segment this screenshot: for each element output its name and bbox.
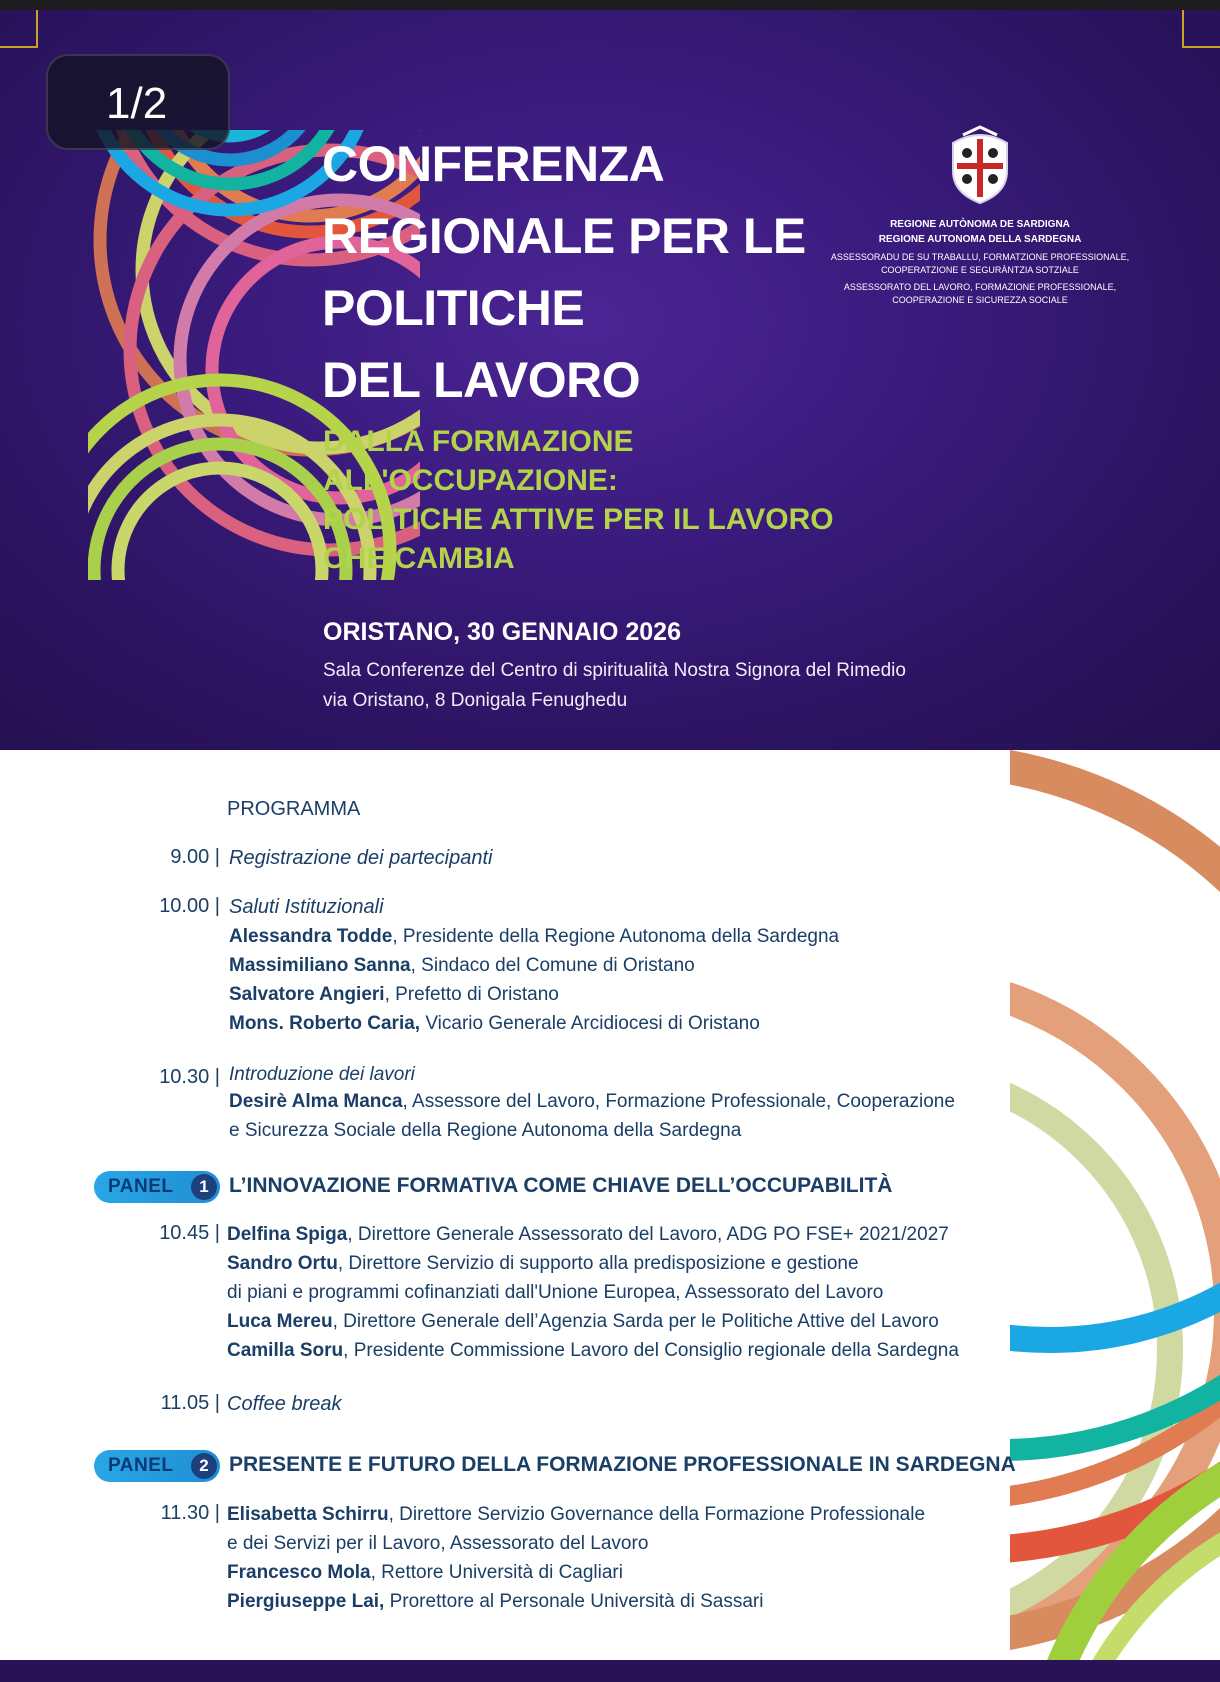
speaker-name: Elisabetta Schirru xyxy=(227,1504,389,1525)
speaker-line xyxy=(227,1500,987,1529)
title-line: POLITICHE xyxy=(322,280,585,336)
panel-2-header xyxy=(94,1450,1016,1484)
title-line: REGIONALE PER LE xyxy=(322,208,806,264)
title-line: DEL LAVORO xyxy=(322,352,641,408)
subtitle-line: DALLA FORMAZIONE xyxy=(323,425,634,458)
panel-pill-label: PANEL xyxy=(108,1176,174,1197)
region-name-italian: REGIONE AUTONOMA DELLA SARDEGNA xyxy=(878,234,1082,245)
speaker-name: Mons. Roberto Caria, xyxy=(229,1013,421,1034)
top-bar xyxy=(0,0,1220,10)
subtitle-line: CHE CAMBIA xyxy=(323,542,515,575)
speaker-role: e dei Servizi per il Lavoro, Assessorato del Lavoro xyxy=(227,1533,649,1554)
speaker-role: , Sindaco del Comune di Oristano xyxy=(410,955,695,976)
speaker-line xyxy=(229,922,989,951)
speaker-name: Alessandra Todde xyxy=(229,926,393,947)
speaker-line xyxy=(227,1278,987,1307)
speaker-name: Francesco Mola xyxy=(227,1562,371,1583)
speaker-line xyxy=(229,1116,989,1145)
speaker-role: , Assessore del Lavoro, Formazione Professionale, Cooperazione xyxy=(402,1091,955,1112)
event-venue xyxy=(323,656,906,716)
speaker-role: , Presidente della Regione Autonoma della Sardegna xyxy=(392,926,840,947)
region-dept-sardinian: COOPERATZIONE E SEGURÀNTZIA SOTZIALE xyxy=(881,265,1079,275)
title-line: CONFERENZA xyxy=(322,136,665,192)
page-indicator: 1/2 xyxy=(46,54,230,150)
entry-label: Registrazione dei partecipanti xyxy=(229,847,493,869)
entry-time: 10.45 | xyxy=(159,1222,220,1244)
region-dept-italian: COOPERAZIONE E SICUREZZA SOCIALE xyxy=(892,295,1068,305)
subtitle-line: POLITICHE ATTIVE PER IL LAVORO xyxy=(323,503,834,536)
entry-label: Introduzione dei lavori xyxy=(229,1064,415,1085)
speaker-role: , Direttore Generale dell’Agenzia Sarda per le Politiche Attive del Lavoro xyxy=(332,1311,939,1332)
panel-title: PRESENTE E FUTURO DELLA FORMAZIONE PROFESSIONALE IN SARDEGNA xyxy=(229,1453,1016,1476)
entry-time: 11.30 | xyxy=(160,1502,220,1524)
region-dept-italian: ASSESSORATO DEL LAVORO, FORMAZIONE PROFESSIONALE, xyxy=(843,282,1117,292)
speaker-line xyxy=(229,1087,989,1116)
speaker-line xyxy=(227,1307,987,1336)
speaker-line xyxy=(227,1558,987,1587)
panel-title: L’INNOVAZIONE FORMATIVA COME CHIAVE DELL’OCCUPABILITÀ xyxy=(229,1174,893,1197)
decorative-arcs xyxy=(1010,750,1220,1660)
speaker-name: Desirè Alma Manca xyxy=(229,1091,403,1112)
corner-mark-right xyxy=(1182,10,1220,48)
speaker-role: e Sicurezza Sociale della Regione Autonoma della Sardegna xyxy=(229,1120,742,1141)
speaker-name: Sandro Ortu xyxy=(227,1253,338,1274)
region-dept-sardinian: ASSESSORADU DE SU TRABALLU, FORMATZIONE PROFESSIONALE, xyxy=(830,252,1130,262)
speaker-name: Camilla Soru xyxy=(227,1340,344,1361)
entry-time: 10.30 | xyxy=(159,1066,220,1088)
speaker-role: , Presidente Commissione Lavoro del Consiglio regionale della Sardegna xyxy=(343,1340,959,1361)
panel-number: 2 xyxy=(191,1453,217,1479)
panel-pill xyxy=(94,1450,220,1482)
panel-pill xyxy=(94,1171,220,1203)
entry-label: Coffee break xyxy=(227,1393,342,1415)
speaker-role: , Prefetto di Oristano xyxy=(384,984,559,1005)
speaker-role: di piani e programmi cofinanziati dall'Unione Europea, Assessorato del Lavoro xyxy=(227,1282,884,1303)
program-section xyxy=(0,750,1220,1660)
hero-banner xyxy=(0,10,1220,750)
conference-subtitle xyxy=(323,422,883,578)
speaker-role: , Direttore Generale Assessorato del Lavoro, ADG PO FSE+ 2021/2027 xyxy=(347,1224,949,1245)
bottom-bar xyxy=(0,1660,1220,1682)
entry-time: 9.00 | xyxy=(170,846,220,868)
panel-number: 1 xyxy=(191,1174,217,1200)
speaker-line xyxy=(229,980,989,1009)
subtitle-line: ALL'OCCUPAZIONE: xyxy=(323,464,618,497)
speaker-role: , Direttore Servizio Governance della Formazione Professionale xyxy=(388,1504,926,1525)
speaker-role: Prorettore al Personale Università di Sassari xyxy=(384,1591,764,1612)
speaker-name: Luca Mereu xyxy=(227,1311,333,1332)
speaker-role: , Direttore Servizio di supporto alla predisposizione e gestione xyxy=(337,1253,859,1274)
speaker-role: Vicario Generale Arcidiocesi di Oristano xyxy=(420,1013,760,1034)
speaker-line xyxy=(227,1249,987,1278)
speaker-name: Massimiliano Sanna xyxy=(229,955,411,976)
panel-pill-label: PANEL xyxy=(108,1455,174,1476)
speaker-line xyxy=(227,1529,987,1558)
venue-line: via Oristano, 8 Donigala Fenughedu xyxy=(323,690,628,711)
speaker-name: Salvatore Angieri xyxy=(229,984,385,1005)
entry-time: 10.00 | xyxy=(159,895,220,917)
entry-time: 11.05 | xyxy=(160,1392,220,1414)
speaker-line xyxy=(227,1587,987,1616)
venue-line: Sala Conferenze del Centro di spiritualità Nostra Signora del Rimedio xyxy=(323,660,906,681)
speaker-name: Piergiuseppe Lai, xyxy=(227,1591,385,1612)
event-date: ORISTANO, 30 GENNAIO 2026 xyxy=(323,618,681,646)
speaker-line xyxy=(229,1009,989,1038)
sardinia-crest-icon xyxy=(943,125,1017,207)
speaker-name: Delfina Spiga xyxy=(227,1224,348,1245)
speaker-role: , Rettore Università di Cagliari xyxy=(370,1562,623,1583)
conference-title xyxy=(322,128,842,416)
region-logo xyxy=(815,125,1145,307)
entry-label: Saluti Istituzionali xyxy=(229,896,384,918)
speaker-line xyxy=(227,1220,987,1249)
speaker-line xyxy=(227,1336,987,1365)
region-name-sardinian: REGIONE AUTÒNOMA DE SARDIGNA xyxy=(890,219,1070,230)
speaker-line xyxy=(229,951,989,980)
program-heading: PROGRAMMA xyxy=(227,798,361,820)
panel-1-header xyxy=(94,1171,994,1205)
